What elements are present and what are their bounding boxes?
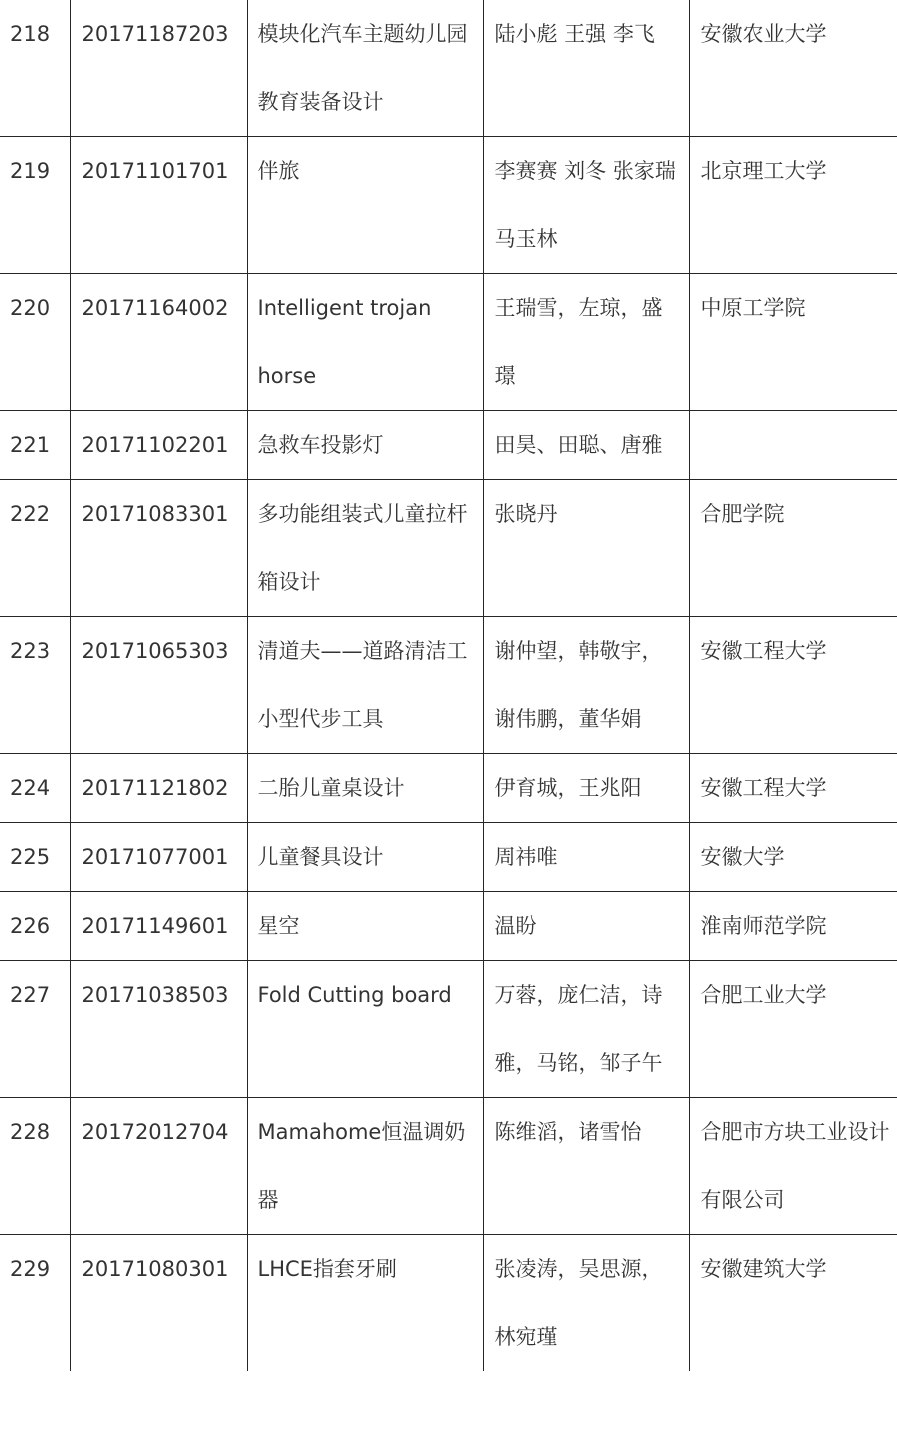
entry-title: Fold Cutting board [247, 961, 483, 1098]
entry-institution: 合肥学院 [689, 480, 897, 617]
entry-code: 20171080301 [70, 1235, 247, 1372]
table-row [0, 137, 897, 274]
entry-number: 228 [0, 1098, 70, 1235]
entry-institution: 合肥市方块工业设计有限公司 [689, 1098, 897, 1235]
entry-number: 219 [0, 137, 70, 274]
entry-code: 20171077001 [70, 823, 247, 892]
entry-institution: 安徽建筑大学 [689, 1235, 897, 1372]
table-row [0, 754, 897, 823]
entry-number: 229 [0, 1235, 70, 1372]
entry-institution: 淮南师范学院 [689, 892, 897, 961]
entry-number: 226 [0, 892, 70, 961]
entry-code: 20172012704 [70, 1098, 247, 1235]
entry-title: 清道夫——道路清洁工小型代步工具 [247, 617, 483, 754]
entry-code: 20171083301 [70, 480, 247, 617]
entry-authors: 张晓丹 [483, 480, 689, 617]
entry-authors: 李赛赛 刘冬 张家瑞马玉林 [483, 137, 689, 274]
entry-code: 20171121802 [70, 754, 247, 823]
entry-institution: 安徽工程大学 [689, 617, 897, 754]
table-row [0, 961, 897, 1098]
entry-number: 224 [0, 754, 70, 823]
entry-authors: 陈维滔，诸雪怡 [483, 1098, 689, 1235]
entry-code: 20171038503 [70, 961, 247, 1098]
table-row [0, 823, 897, 892]
entry-authors: 周祎唯 [483, 823, 689, 892]
entry-title: 星空 [247, 892, 483, 961]
entry-title: 模块化汽车主题幼儿园教育装备设计 [247, 0, 483, 137]
table-row [0, 617, 897, 754]
entry-number: 218 [0, 0, 70, 137]
entry-title: LHCE指套牙刷 [247, 1235, 483, 1372]
entry-institution: 安徽工程大学 [689, 754, 897, 823]
entry-code: 20171101701 [70, 137, 247, 274]
table-row [0, 1098, 897, 1235]
entry-institution: 北京理工大学 [689, 137, 897, 274]
entry-authors: 谢仲望，韩敬宇，谢伟鹏，董华娟 [483, 617, 689, 754]
entry-title: Mamahome恒温调奶器 [247, 1098, 483, 1235]
entry-title: 二胎儿童桌设计 [247, 754, 483, 823]
entry-institution: 安徽大学 [689, 823, 897, 892]
entry-authors: 田昊、田聪、唐雅 [483, 411, 689, 480]
entry-number: 220 [0, 274, 70, 411]
entry-authors: 温盼 [483, 892, 689, 961]
entry-code: 20171102201 [70, 411, 247, 480]
table-row [0, 480, 897, 617]
entry-authors: 伊育城，王兆阳 [483, 754, 689, 823]
table-row [0, 274, 897, 411]
entry-number: 222 [0, 480, 70, 617]
entry-authors: 万蓉，庞仁洁，诗雅，马铭，邹子午 [483, 961, 689, 1098]
entry-title: 急救车投影灯 [247, 411, 483, 480]
entry-title: 伴旅 [247, 137, 483, 274]
entry-title: Intelligent trojan horse [247, 274, 483, 411]
entry-institution: 合肥工业大学 [689, 961, 897, 1098]
entry-code: 20171065303 [70, 617, 247, 754]
entry-institution [689, 411, 897, 480]
entry-title: 儿童餐具设计 [247, 823, 483, 892]
entry-title: 多功能组装式儿童拉杆箱设计 [247, 480, 483, 617]
entry-authors: 陆小彪 王强 李飞 [483, 0, 689, 137]
entry-code: 20171149601 [70, 892, 247, 961]
entry-number: 227 [0, 961, 70, 1098]
entry-number: 223 [0, 617, 70, 754]
entry-authors: 王瑞雪，左琼，盛璟 [483, 274, 689, 411]
entry-number: 225 [0, 823, 70, 892]
entry-code: 20171187203 [70, 0, 247, 137]
entry-number: 221 [0, 411, 70, 480]
table-row [0, 411, 897, 480]
entry-institution: 安徽农业大学 [689, 0, 897, 137]
table-row [0, 0, 897, 137]
table-row [0, 892, 897, 961]
entry-code: 20171164002 [70, 274, 247, 411]
entry-institution: 中原工学院 [689, 274, 897, 411]
entry-authors: 张凌涛，吴思源，林宛瑾 [483, 1235, 689, 1372]
table-row [0, 1235, 897, 1372]
